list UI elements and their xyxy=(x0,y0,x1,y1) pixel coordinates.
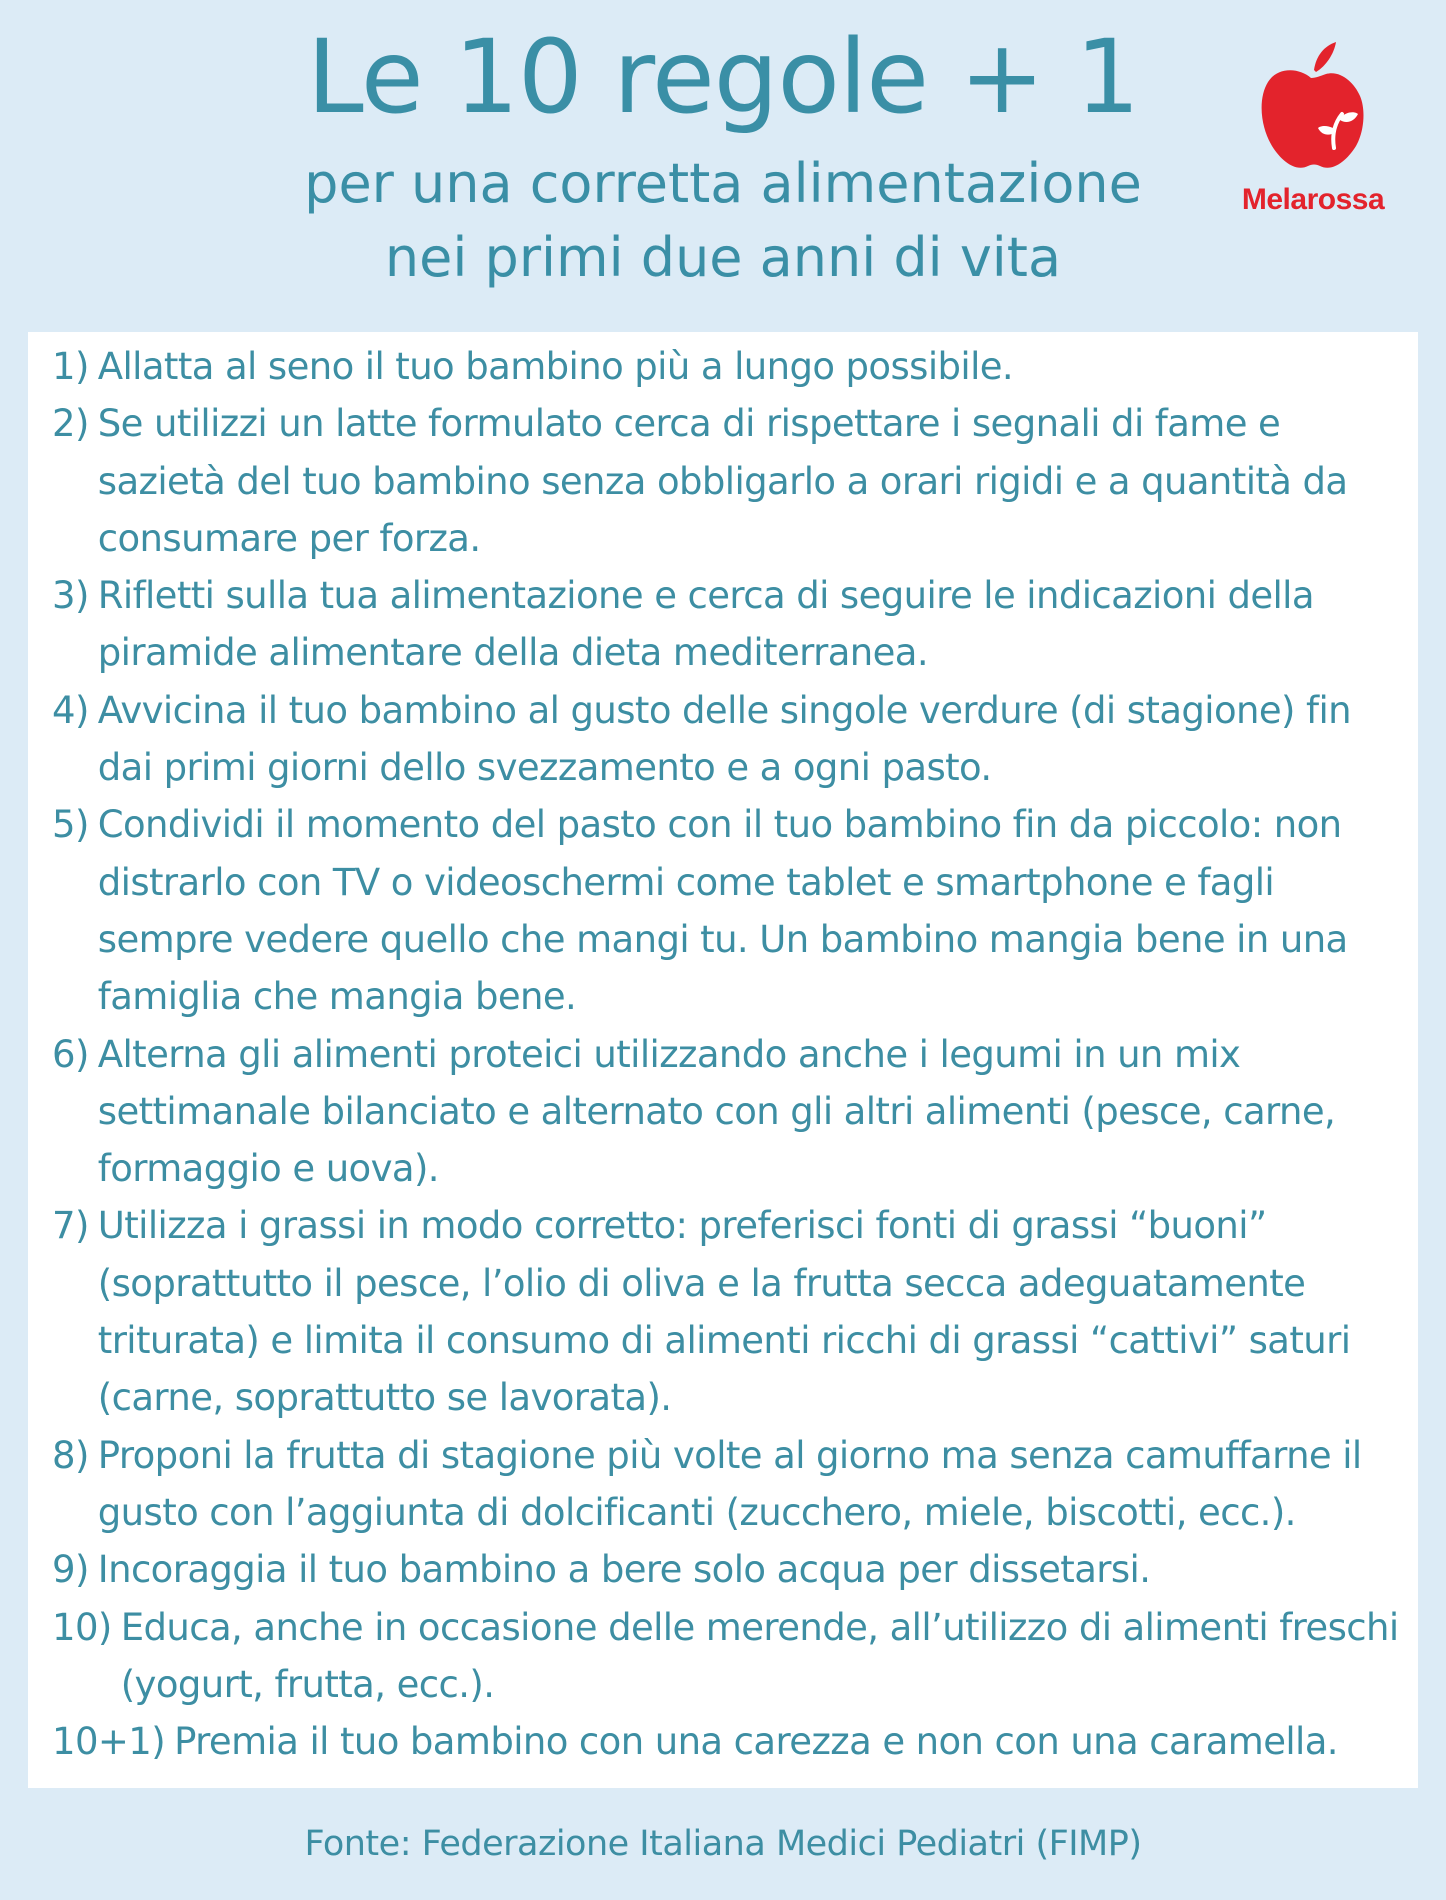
list-item xyxy=(52,1713,1412,1770)
rule-number: 10+1) xyxy=(52,1720,166,1764)
list-item xyxy=(52,338,1412,395)
rules-list xyxy=(52,338,1412,1770)
melarossa-logo xyxy=(1228,40,1398,220)
rule-text: Se utilizzi un latte formulato cerca di rispettare i segnali di fame e sazietà del tuo bambino senza obbligarlo a orari rigidi e a quantità da consumare per forza. xyxy=(97,402,1348,560)
list-item xyxy=(52,567,1412,682)
page-subtitle-line-2: nei primi due anni di vita xyxy=(384,226,1062,289)
rule-text: Avvicina il tuo bambino al gusto delle singole verdure (di stagione) fin dai primi giorni dello svezzamento e a ogni pasto. xyxy=(97,688,1351,790)
rule-number: 9) xyxy=(52,1548,89,1592)
rule-text: Rifletti sulla tua alimentazione e cerca di seguire le indicazioni della piramide alimentare della dieta mediterranea. xyxy=(97,574,1314,675)
rule-text: Incoraggia il tuo bambino a bere solo acqua per dissetarsi. xyxy=(97,1548,1151,1592)
rule-number: 10) xyxy=(52,1605,112,1649)
list-item xyxy=(52,395,1412,567)
list-item xyxy=(52,682,1412,797)
page-title: Le 10 regole + 1 xyxy=(306,18,1140,137)
rule-text: Condividi il momento del pasto con il tuo bambino fin da piccolo: non distrarlo con TV o videoschermi come tablet e smartphone e fagli sempre vedere quello che mangi tu. Un bambino mangia bene in una famiglia che mangia bene. xyxy=(97,803,1348,1019)
rule-number: 6) xyxy=(52,1032,89,1076)
logo-text: Melarossa xyxy=(1241,183,1385,216)
rule-number: 4) xyxy=(52,688,89,732)
rule-number: 3) xyxy=(52,574,89,618)
page-subtitle-line-1: per una corretta alimentazione xyxy=(304,152,1142,215)
list-item xyxy=(52,1026,1412,1198)
list-item xyxy=(52,1427,1412,1542)
rule-text: Allatta al seno il tuo bambino più a lungo possibile. xyxy=(97,345,1014,388)
rule-text: Premia il tuo bambino con una carezza e non con una caramella. xyxy=(174,1720,1338,1764)
list-item xyxy=(52,1197,1412,1426)
rule-number: 2) xyxy=(52,402,89,446)
list-item xyxy=(52,1599,1412,1714)
rule-text: Alterna gli alimenti proteici utilizzando anche i legumi in un mix settimanale bilanciato e alternato con gli altri alimenti (pesce, carne, formaggio e uova). xyxy=(97,1032,1336,1191)
header xyxy=(0,0,1446,320)
rule-number: 5) xyxy=(52,803,89,847)
rule-text: Proponi la frutta di stagione più volte al giorno ma senza camuffarne il gusto con l’aggiunta di dolcificanti (zucchero, miele, biscotti, ecc.). xyxy=(97,1433,1362,1534)
rule-number: 1) xyxy=(52,345,89,388)
rule-number: 7) xyxy=(52,1204,89,1248)
source-footer: Fonte: Federazione Italiana Medici Pediatri (FIMP) xyxy=(304,1824,1142,1864)
apple-icon xyxy=(1256,40,1366,176)
list-item xyxy=(52,1541,1412,1598)
list-item xyxy=(52,796,1412,1025)
rule-text: Utilizza i grassi in modo corretto: preferisci fonti di grassi “buoni” (soprattutto il pesce, l’olio di oliva e la frutta secca adeguatamente triturata) e limita il consumo di alimenti ricchi di grassi “cattivi” saturi (carne, soprattutto se lavorata). xyxy=(97,1204,1351,1420)
rule-text: Educa, anche in occasione delle merende, all’utilizzo di alimenti freschi (yogurt, frutta, ecc.). xyxy=(120,1605,1399,1706)
rule-number: 8) xyxy=(52,1433,89,1477)
